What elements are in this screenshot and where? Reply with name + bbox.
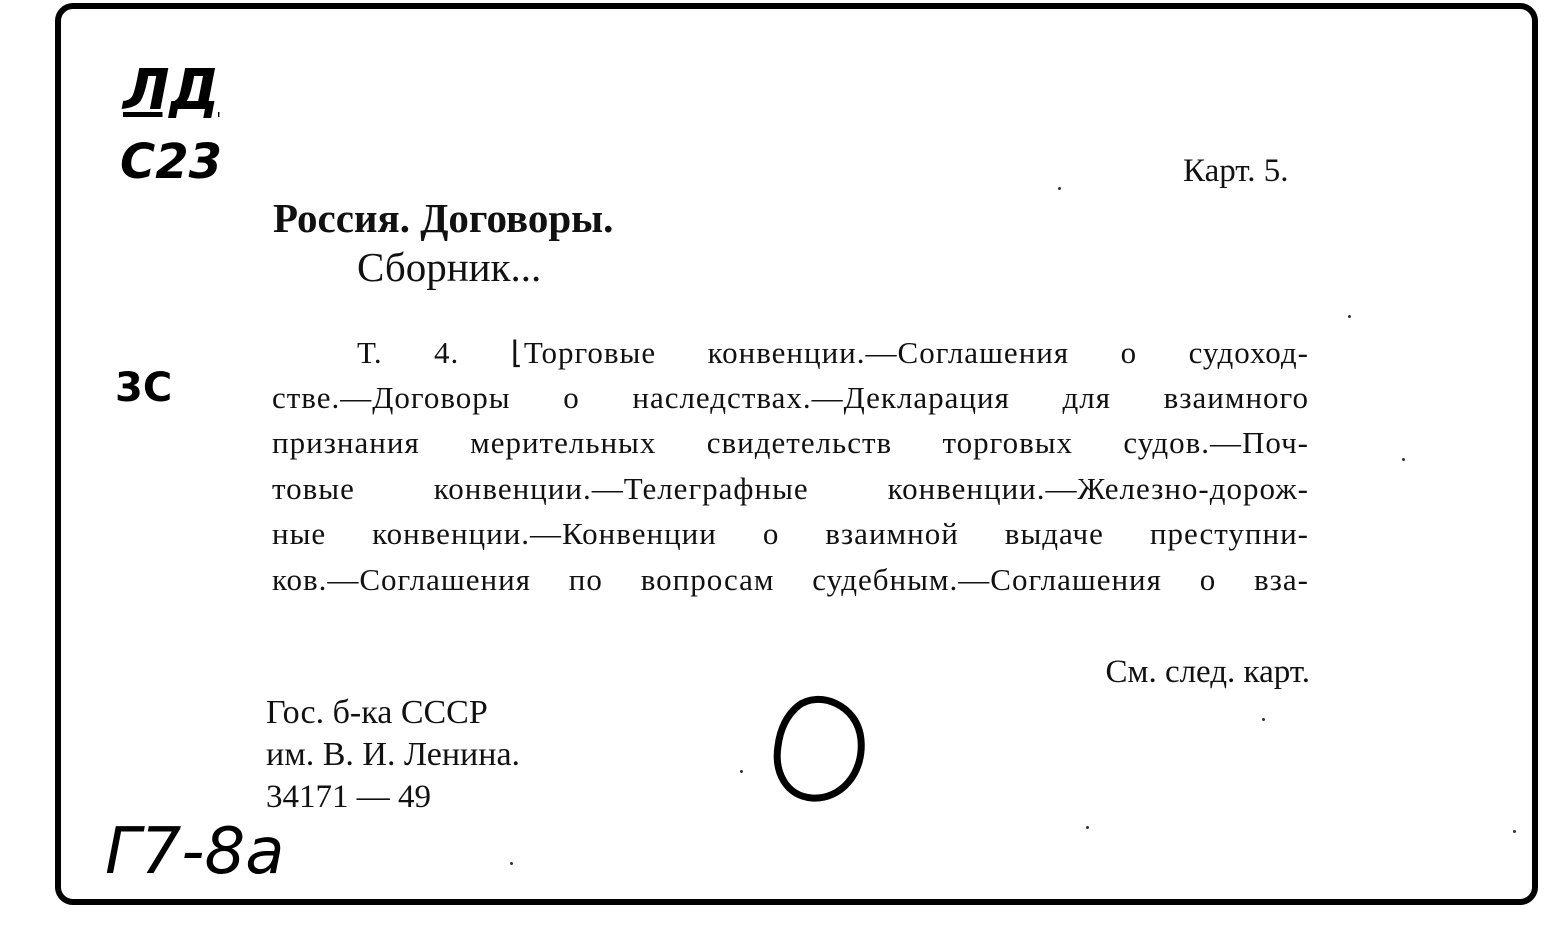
card-number: Карт. 5. [1183, 153, 1289, 189]
card-heading: Россия. Договоры. [273, 195, 614, 241]
speck [1513, 830, 1516, 833]
body-line: Т. 4. ⌊Торговые конвенции.—Соглашения о судоход- [357, 335, 1309, 370]
library-named-after: им. В. И. Ленина. [266, 736, 521, 773]
library-name: Гос. б-ка СССР [266, 694, 488, 731]
see-next-card: См. след. карт. [1105, 654, 1310, 690]
speck [1058, 187, 1061, 190]
body-line: ков.—Соглашения по вопросам судебным.—Соглашения о вза- [272, 562, 1309, 597]
speck [510, 862, 513, 865]
body-line: товые конвенции.—Телеграфные конвенции.—Железно-дорож- [272, 471, 1309, 506]
body-line: стве.—Договоры о наследствах.—Декларация для взаимного [272, 380, 1309, 415]
body-line: ные конвенции.—Конвенции о взаимной выдаче преступни- [272, 516, 1309, 551]
card-subheading: Сборник... [357, 244, 542, 290]
handwritten-side-mark: 3С [115, 365, 173, 411]
handwritten-bottom-mark: Г7-8а [105, 815, 285, 889]
body-line: признания мерительных свидетельств торговых судов.—Поч- [272, 425, 1309, 460]
speck [1086, 826, 1089, 829]
speck [1402, 458, 1405, 461]
speck [740, 770, 743, 773]
punch-hole-icon [766, 688, 870, 806]
handwritten-mark-ld: ЛД [123, 58, 220, 123]
library-order-number: 34171 — 49 [266, 779, 431, 815]
speck [1348, 315, 1351, 318]
handwritten-shelf-mark: С23 [120, 134, 223, 190]
speck [1262, 718, 1265, 721]
